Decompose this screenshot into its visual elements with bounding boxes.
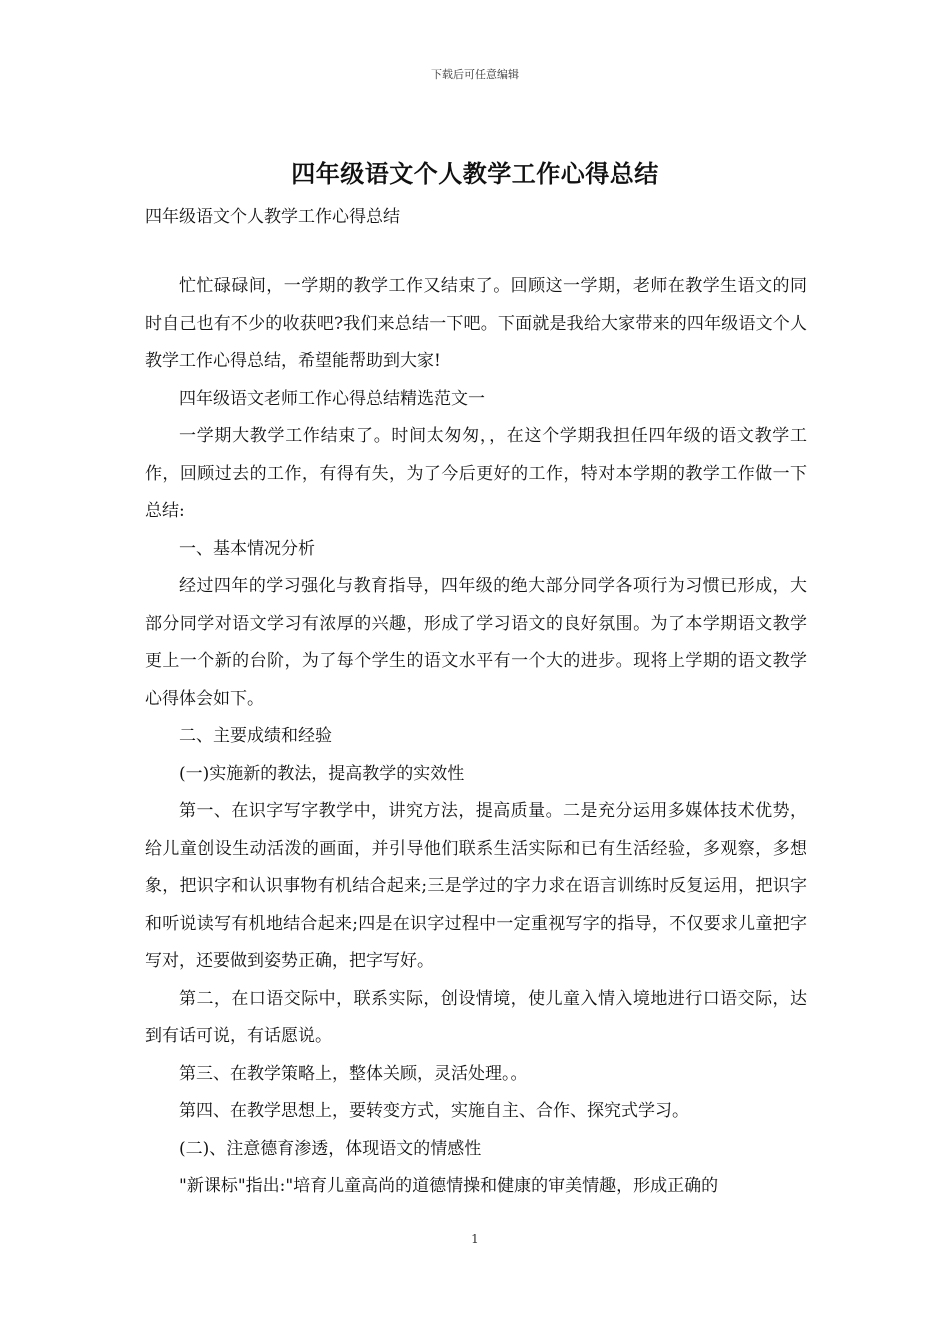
- paragraph-curriculum-quote: "新课标"指出:"培育儿童高尚的道德情操和健康的审美情趣，形成正确的: [179, 1176, 719, 1196]
- paragraph-section-heading: 四年级语文老师工作心得总结精选范文一: [179, 388, 485, 409]
- paragraph-thinking: 第四、在教学思想上，要转变方式，实施自主、合作、探究式学习。: [179, 1101, 689, 1121]
- page-header-note: 下载后可任意编辑: [431, 68, 519, 81]
- subheading-moral-education: (二)、注意德育渗透，体现语文的情感性: [179, 1138, 482, 1159]
- document-body: [145, 268, 807, 1206]
- subheading-new-methods: (一)实施新的教法，提高教学的实效性: [179, 763, 465, 784]
- heading-achievements: 二、主要成绩和经验: [179, 726, 332, 746]
- paragraph-oral: 第二，在口语交际中，联系实际，创设情境，使儿童入情入境地进行口语交际，达到有话可说，有话愿说。: [145, 988, 807, 1046]
- heading-basic-situation: 一、基本情况分析: [179, 538, 315, 559]
- paragraph-situation: 经过四年的学习强化与教育指导，四年级的绝大部分同学各项行为习惯已形成，大部分同学对语文学习有浓厚的兴趣，形成了学习语文的良好氛围。为了本学期语文教学更上一个新的台阶，为了每个学生的语文水平有一个大的进步。现将上学期的语文教学心得体会如下。: [145, 576, 807, 709]
- document-title: 四年级语文个人教学工作心得总结: [291, 159, 659, 188]
- page-number: 1: [471, 1232, 479, 1246]
- paragraph-opening: 一学期大教学工作结束了。时间太匆匆，，在这个学期我担任四年级的语文教学工作，回顾过去的工作，有得有失，为了今后更好的工作，特对本学期的教学工作做一下总结:: [145, 426, 807, 521]
- paragraph-strategy: 第三、在教学策略上，整体关顾，灵活处理。。: [179, 1063, 528, 1084]
- document-subtitle: 四年级语文个人教学工作心得总结: [145, 207, 400, 227]
- paragraph-literacy: 第一、在识字写字教学中，讲究方法，提高质量。二是充分运用多媒体技术优势，给儿童创设生动活泼的画面，并引导他们联系生活实际和已有生活经验，多观察，多想象，把识字和认识事物有机结合起来;三是学过的字力求在语言训练时反复运用，把识字和听说读写有机地结合起来;四是在识字过程中一定重视写字的指导，不仅要求儿童把字写对，还要做到姿势正确，把字写好。: [145, 801, 807, 971]
- paragraph-intro: 忙忙碌碌间，一学期的教学工作又结束了。回顾这一学期，老师在教学生语文的同时自己也有不少的收获吧?我们来总结一下吧。下面就是我给大家带来的四年级语文个人教学工作心得总结，希望能帮助到大家!: [145, 276, 807, 371]
